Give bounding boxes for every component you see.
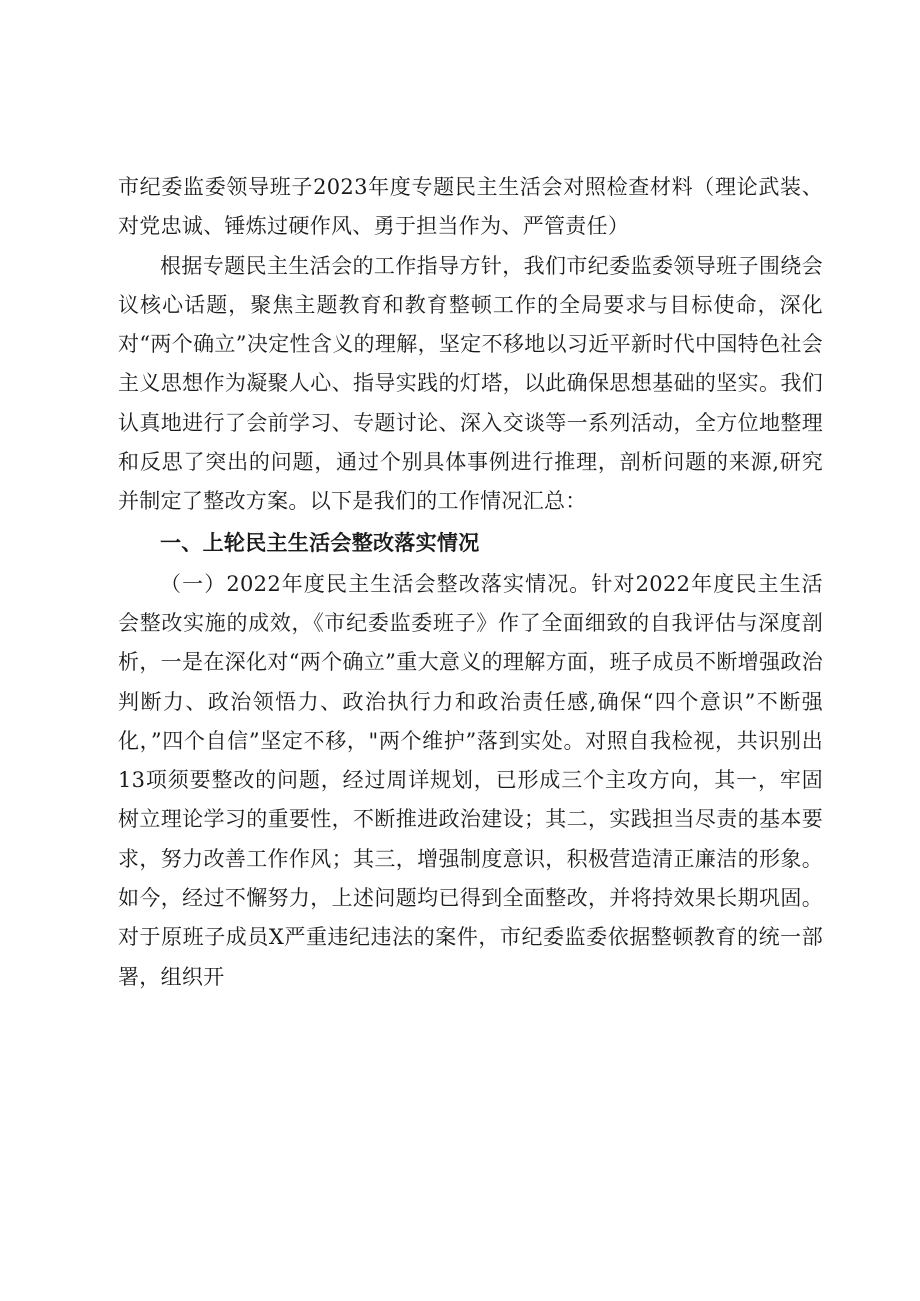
document-title: 市纪委监委领导班子2023年度专题民主生活会对照检查材料（理论武装、对党忠诚、锤炼过硬作风、勇于担当作为、严管责任）: [118, 175, 823, 239]
section-paragraph: （一）2022年度民主生活会整改落实情况。针对2022年度民主生活会整改实施的成效，《市纪委监委班子》作了全面细致的自我评估与深度剖析，一是在深化对“两个确立”重大意义的理解方面，班子成员不断增强政治判断力、政治领悟力、政治执行力和政治责任感,确保“四个意识”不断强化，”四个自信”坚定不移，"两个维护”落到实处。对照自我检视，共识别出13项须要整改的问题，经过周详规划，已形成三个主攻方向，其一，牢固树立理论学习的重要性，不断推进政治建设；其二，实践担当尽责的基本要求，努力改善工作作风；其三，增强制度意识，积极营造清正廉洁的形象。如今，经过不懈努力，上述问题均已得到全面整改，并将持效果长期巩固。对于原班子成员X严重违纪违法的案件，市纪委监委依据整顿教育的统一部署，组织开: [118, 571, 823, 989]
section-heading: 一、上轮民主生活会整改落实情况: [160, 530, 480, 555]
document-body: [118, 168, 823, 997]
intro-paragraph: 根据专题民主生活会的工作指导方针，我们市纪委监委领导班子围绕会议核心话题，聚焦主题教育和教育整顿工作的全局要求与目标使命，深化对“两个确立”决定性含义的理解，坚定不移地以习近平新时代中国特色社会主义思想作为凝聚人心、指导实践的灯塔，以此确保思想基础的坚实。我们认真地进行了会前学习、专题讨论、深入交谈等一系列活动，全方位地整理和反思了突出的问题，通过个别具体事例进行推理，剖析问题的来源,研究并制定了整改方案。以下是我们的工作情况汇总：: [118, 253, 823, 514]
